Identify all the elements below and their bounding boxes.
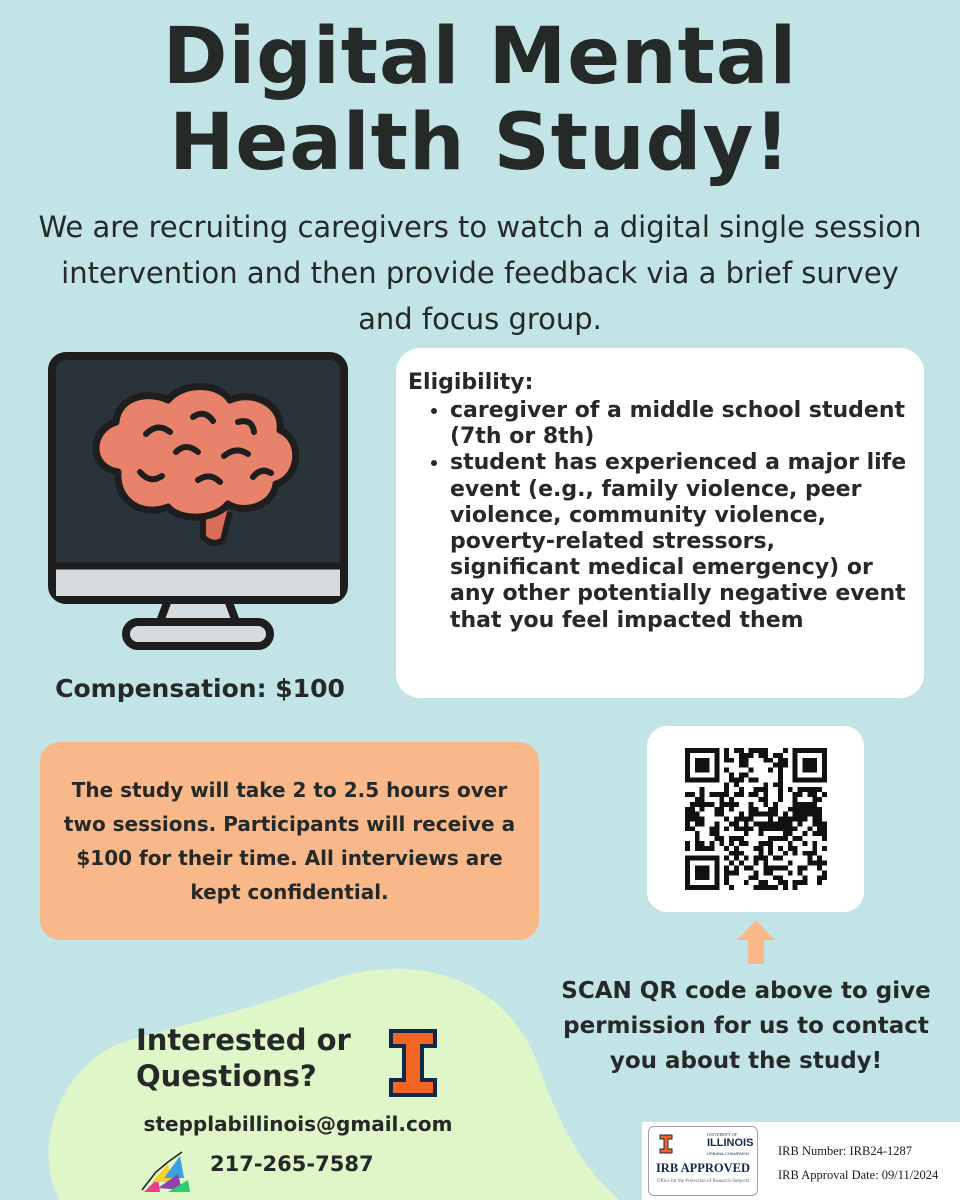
monitor-brain-icon — [48, 352, 348, 652]
eligibility-title: Eligibility: — [408, 370, 534, 395]
illinois-block-i-logo — [388, 1028, 438, 1098]
contact-heading-line-1: Interested or — [136, 1023, 351, 1057]
qr-code-card[interactable] — [647, 726, 864, 912]
scan-instructions: SCAN QR code above to give permission for us to contact you about the study! — [561, 978, 931, 1074]
eligibility-list — [408, 398, 910, 634]
page-title — [0, 14, 960, 186]
intro-text: We are recruiting caregivers to watch a digital single session intervention and then provide feedback via a brief survey and focus group. — [38, 210, 922, 336]
stepp-lab-logo — [138, 1148, 194, 1194]
qr-code[interactable] — [685, 748, 827, 890]
up-arrow-icon — [737, 920, 775, 964]
irb-approval-strip — [642, 1122, 960, 1200]
contact-email[interactable]: stepplabillinois@gmail.com — [143, 1112, 453, 1136]
study-info-text: The study will take 2 to 2.5 hours over two sessions. Participants will receive a $100 for their time. All interviews are kept confidential. — [63, 778, 516, 904]
irb-university-small: UNIVERSITY OF — [707, 1132, 737, 1137]
irb-university: ILLINOIS — [707, 1137, 754, 1149]
title-line-2: Health Study! — [169, 98, 791, 188]
illinois-mini-logo — [659, 1134, 673, 1154]
eligibility-item: • caregiver of a middle school student (7th or 8th) — [450, 398, 910, 450]
irb-campus: URBANA-CHAMPAIGN — [707, 1151, 749, 1156]
study-info-card — [40, 742, 539, 940]
irb-office-label: Office for the Protection of Research Subjects — [656, 1179, 750, 1184]
irb-approval-date: IRB Approval Date: 09/11/2024 — [778, 1168, 939, 1182]
eligibility-card — [396, 348, 924, 698]
contact-heading — [136, 1022, 386, 1094]
eligibility-item: • student has experienced a major life event (e.g., family violence, peer violence, community violence, poverty-related stressors, significant medical emergency) or any other potentially negative event that you feel impacted them — [450, 450, 910, 633]
compensation-text: Compensation: $100 — [55, 674, 345, 703]
irb-approved-label: IRB APPROVED — [655, 1161, 751, 1175]
irb-number: IRB Number: IRB24-1287 — [778, 1144, 913, 1158]
irb-stamp — [648, 1126, 758, 1196]
title-line-1: Digital Mental — [162, 12, 798, 102]
contact-heading-line-2: Questions? — [136, 1059, 317, 1093]
contact-phone[interactable]: 217-265-7587 — [210, 1152, 374, 1176]
